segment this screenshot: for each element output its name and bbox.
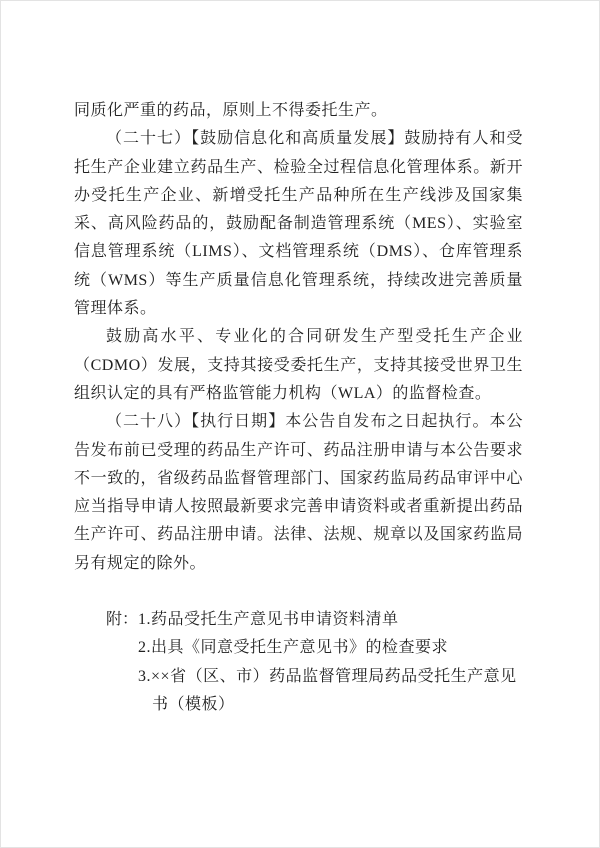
paragraph-continuation: 同质化严重的药品，原则上不得委托生产。: [74, 102, 388, 119]
attachment-item-3: 3.××省（区、市）药品监督管理局药品受托生产意见书（模板）: [138, 667, 517, 713]
paragraph-article-27: （二十七）【鼓励信息化和高质量发展】鼓励持有人和受托生产企业建立药品生产、检验全过程信息化管理体系。新开办受托生产企业、新增受托生产品种所在生产线涉及国家集采、高风险药品的，鼓励配备制造管理系统（MES）、实验室信息管理系统（LIMS）、文档管理系统（DMS）、仓库管理系统（WMS）等生产质量信息化管理系统，持续改进完善质量管理体系。: [74, 130, 523, 318]
document-body: [74, 97, 523, 719]
paragraph-cdmo: 鼓励高水平、专业化的合同研发生产型受托生产企业（CDMO）发展，支持其接受委托生产，支持其接受世界卫生组织认定的具有严格监管能力机构（WLA）的监督检查。: [74, 328, 523, 402]
attachment-item-1: 1.药品受托生产意见书申请资料清单: [138, 611, 399, 629]
attachment-section: [74, 606, 523, 719]
attachment-item-2: 2.出具《同意受托生产意见书》的检查要求: [138, 639, 449, 657]
attachment-label: 附：: [106, 611, 139, 629]
attachment-list: [138, 606, 530, 719]
paragraph-article-28: （二十八）【执行日期】本公告自发布之日起执行。本公告发布前已受理的药品生产许可、药品注册申请与本公告要求不一致的，省级药品监督管理部门、国家药监局药品审评中心应当指导申请人按照最新要求完善申请资料或者重新提出药品生产许可、药品注册申请。法律、法规、规章以及国家药监局另有规定的除外。: [74, 413, 523, 572]
